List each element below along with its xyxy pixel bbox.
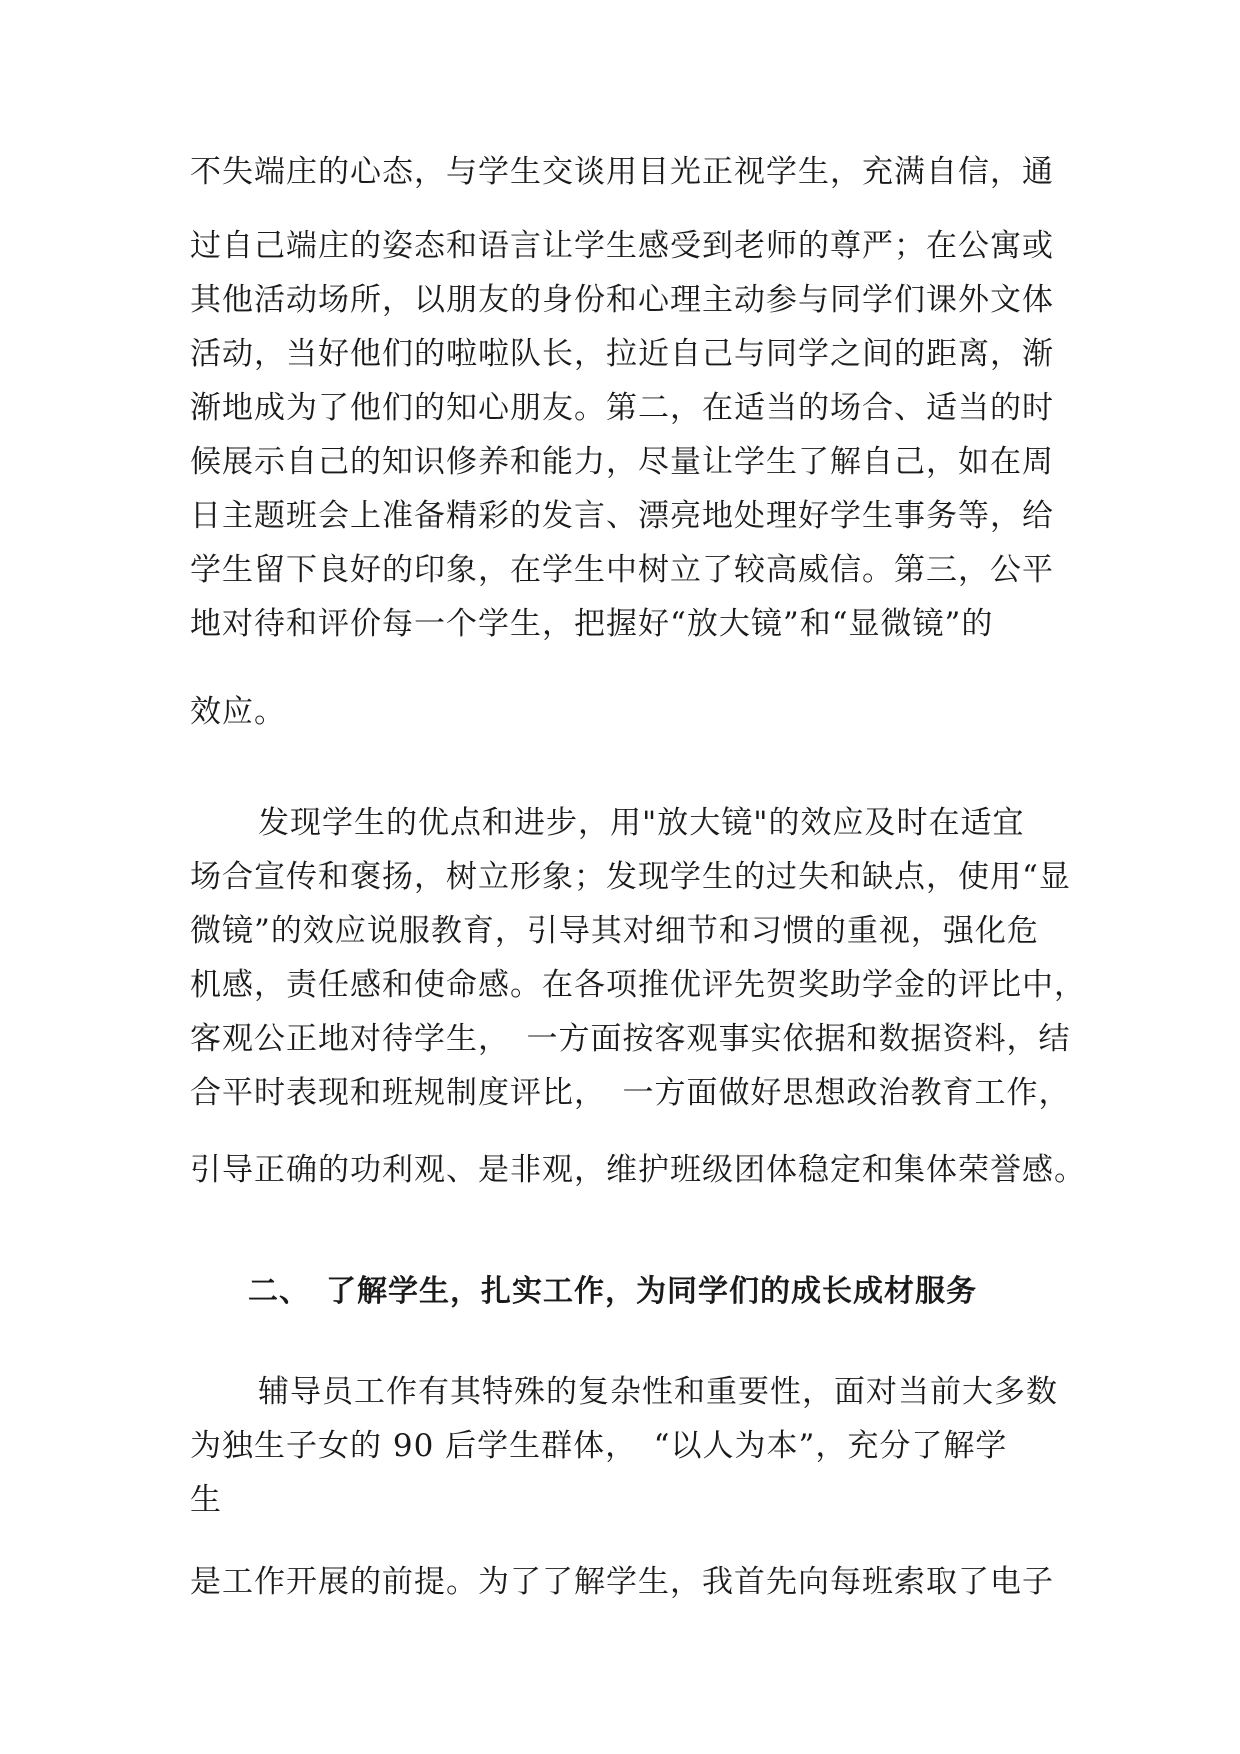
paragraph-1-line-1: 不失端庄的心态，与学生交谈用目光正视学生，充满自信，通 [190,154,1054,190]
paragraph-1-line-8: 学生留下良好的印象，在学生中树立了较高威信。第三，公平 [190,552,1054,588]
paragraph-3-line-3: 生 [190,1482,222,1518]
paragraph-2-line-1: 发现学生的优点和进步，用"放大镜"的效应及时在适宜 [258,805,1025,841]
paragraph-2-line-7: 引导正确的功利观、是非观，维护班级团体稳定和集体荣誉感。 [190,1152,1086,1188]
paragraph-2-line-2: 场合宣传和褒扬，树立形象；发现学生的过失和缺点，使用“显 [190,859,1071,895]
paragraph-2-line-4: 机感，责任感和使命感。在各项推优评先贺奖助学金的评比中， [190,967,1086,1003]
paragraph-1-line-9: 地对待和评价每一个学生，把握好“放大镜”和“显微镜”的 [190,606,994,642]
paragraph-1-line-7: 日主题班会上准备精彩的发言、漂亮地处理好学生事务等，给 [190,498,1054,534]
paragraph-2-line-5: 客观公正地对待学生， 一方面按客观事实依据和数据资料，结 [190,1021,1071,1057]
paragraph-1-line-5: 渐地成为了他们的知心朋友。第二，在适当的场合、适当的时 [190,390,1054,426]
paragraph-1-line-10: 效应。 [190,694,286,730]
paragraph-1-line-2: 过自己端庄的姿态和语言让学生感受到老师的尊严；在公寓或 [190,228,1054,264]
paragraph-3-line-2: 为独生子女的 90 后学生群体， “以人为本”，充分了解学 [190,1428,1008,1464]
paragraph-1-line-6: 候展示自己的知识修养和能力，尽量让学生了解自己，如在周 [190,444,1054,480]
paragraph-3-line-4: 是工作开展的前提。为了了解学生，我首先向每班索取了电子 [190,1564,1054,1600]
paragraph-1-line-3: 其他活动场所，以朋友的身份和心理主动参与同学们课外文体 [190,282,1054,318]
paragraph-2-line-6: 合平时表现和班规制度评比， 一方面做好思想政治教育工作， [190,1075,1071,1111]
section-heading: 二、 了解学生，扎实工作，为同学们的成长成材服务 [248,1274,977,1309]
paragraph-1-line-4: 活动，当好他们的啦啦队长，拉近自己与同学之间的距离，渐 [190,336,1054,372]
paragraph-2-line-3: 微镜”的效应说服教育，引导其对细节和习惯的重视，强化危 [190,913,1039,949]
paragraph-3-line-1: 辅导员工作有其特殊的复杂性和重要性，面对当前大多数 [258,1374,1058,1410]
